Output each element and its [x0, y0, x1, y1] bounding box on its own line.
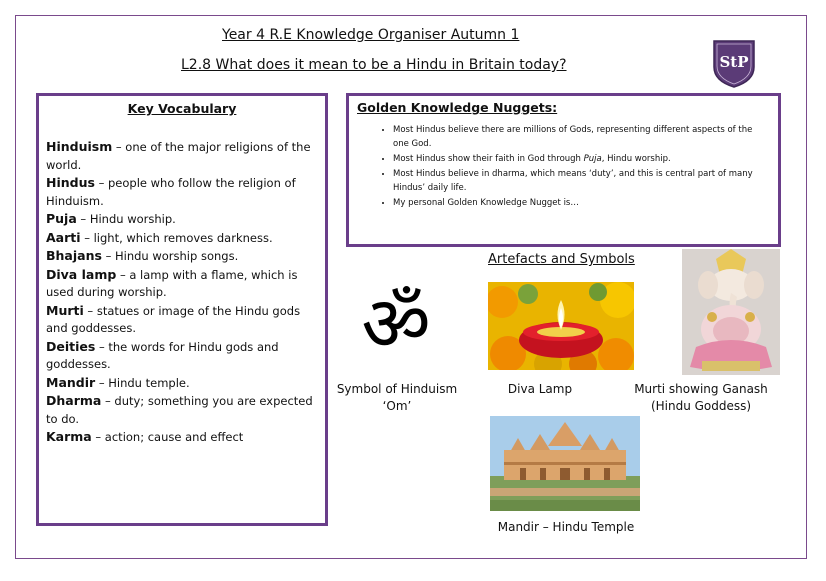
- vocabulary-term: Puja: [46, 211, 77, 226]
- vocabulary-item: [46, 266, 318, 302]
- vocabulary-item: [46, 392, 318, 428]
- vocabulary-definition: – statues or image of the Hindu gods and goddesses.: [46, 303, 301, 335]
- vocabulary-definition: – one of the major religions of the world.: [46, 140, 311, 172]
- vocabulary-term: Mandir: [46, 374, 96, 390]
- vocabulary-item: [46, 174, 318, 210]
- om-glyph: ॐ: [361, 282, 431, 362]
- vocabulary-item: [46, 428, 318, 447]
- vocabulary-item: [46, 247, 318, 266]
- vocabulary-definition: – the words for Hindu gods and goddesses.: [46, 339, 279, 371]
- vocabulary-definition: – action; cause and effect: [91, 430, 244, 444]
- nugget-item: • My personal Golden Knowledge Nugget is…: [393, 196, 770, 210]
- vocabulary-item: [46, 338, 318, 374]
- vocabulary-definition: – Hindu worship.: [76, 212, 176, 226]
- vocabulary-term: Bhajans: [46, 248, 102, 263]
- vocabulary-term: Dharma: [46, 393, 102, 408]
- diva-lamp-image: [488, 282, 634, 370]
- vocabulary-term: Deities: [46, 338, 96, 354]
- school-crest-logo: [711, 37, 757, 89]
- vocabulary-definition: – people who follow the religion of Hinduism.: [46, 176, 296, 208]
- murti-caption: Murti showing Ganash (Hindu Goddess): [634, 382, 768, 413]
- page-title: Year 4 R.E Knowledge Organiser Autumn 1: [222, 27, 520, 43]
- om-symbol-image: [351, 282, 441, 362]
- artefacts-heading: Artefacts and Symbols: [488, 252, 635, 267]
- lesson-question: L2.8 What does it mean to be a Hindu in Britain today?: [181, 57, 567, 73]
- logo-text: StP: [719, 53, 749, 71]
- nugget-item: • Most Hindus believe in dharma, which means ‘duty’, and this is central part of many Hindus’ daily life.: [393, 167, 770, 195]
- vocabulary-term: Hindus: [46, 175, 95, 190]
- nuggets-list: [357, 123, 770, 210]
- nuggets-heading: Golden Knowledge Nuggets:: [357, 100, 558, 115]
- vocabulary-definition: – a lamp with a flame, which is used during worship.: [46, 267, 298, 299]
- nugget-text: , Hindu worship.: [601, 154, 671, 164]
- golden-nuggets-panel: [346, 93, 781, 247]
- vocabulary-term: Karma: [46, 429, 92, 444]
- vocabulary-item: [46, 210, 318, 229]
- diva-lamp-caption: Diva Lamp: [507, 382, 573, 396]
- vocabulary-heading: Key Vocabulary: [127, 101, 237, 116]
- vocabulary-item: [46, 229, 318, 248]
- vocabulary-term: Hinduism: [46, 139, 113, 154]
- vocabulary-definition: – duty; something you are expected to do.: [46, 394, 313, 426]
- vocabulary-term: Aarti: [46, 229, 81, 245]
- vocabulary-definition: – Hindu worship songs.: [101, 249, 239, 263]
- nugget-emphasis: Puja: [583, 154, 602, 164]
- vocabulary-item: [46, 374, 318, 393]
- mandir-caption: Mandir – Hindu Temple: [497, 520, 635, 534]
- vocabulary-definition: – Hindu temple.: [95, 375, 190, 390]
- vocabulary-term: Diva lamp: [46, 266, 117, 282]
- key-vocabulary-panel: [36, 93, 328, 526]
- nugget-item: [393, 152, 770, 166]
- vocabulary-list: [46, 138, 318, 447]
- vocabulary-item: [46, 302, 318, 338]
- vocabulary-term: Murti: [46, 302, 84, 318]
- vocabulary-item: [46, 138, 318, 174]
- nugget-item: • Most Hindus believe there are millions of Gods, representing different aspects of the one God.: [393, 123, 770, 151]
- vocabulary-definition: – light, which removes darkness.: [80, 230, 273, 245]
- nugget-text: Most Hindus show their faith in God through: [393, 154, 584, 164]
- om-caption: Symbol of Hinduism ‘Om’: [336, 382, 458, 413]
- ganesh-murti-image: [682, 249, 780, 375]
- mandir-temple-image: [490, 416, 640, 511]
